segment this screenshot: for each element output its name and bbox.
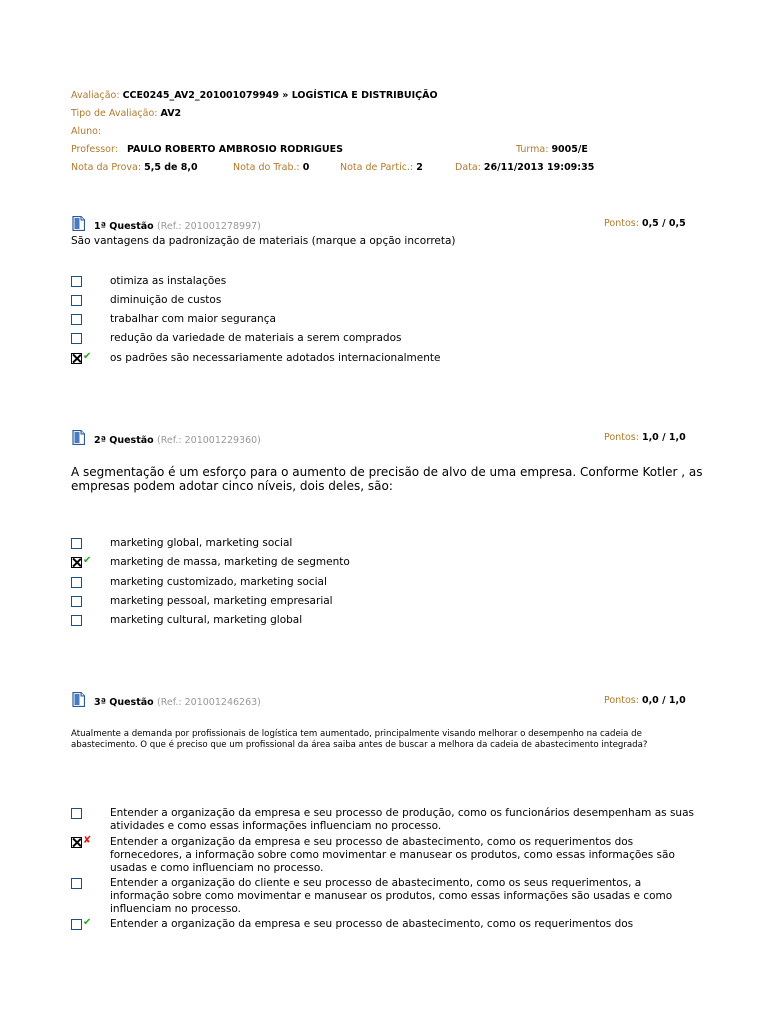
- answer-checkbox-selected[interactable]: [71, 353, 82, 364]
- question-title: [94, 697, 261, 708]
- question-title: [94, 221, 261, 232]
- document-icon: [72, 430, 85, 445]
- nota-partic-value: 2: [416, 162, 423, 173]
- answer-checkbox[interactable]: [71, 276, 82, 287]
- tipo-value: AV2: [160, 108, 182, 119]
- answer-checkbox[interactable]: [71, 333, 82, 344]
- correct-check-icon: ✔: [83, 917, 92, 928]
- nota-prova-label: Nota da Prova:: [71, 162, 142, 173]
- nota-partic-label: Nota de Partic.:: [340, 162, 414, 173]
- question-points: [604, 695, 686, 706]
- answer-checkbox-selected[interactable]: [71, 557, 82, 568]
- nota-partic-row: [340, 162, 423, 173]
- avaliacao-value: CCE0245_AV2_201001079949 » LOGÍSTICA E DISTRIBUIÇÃO: [122, 90, 438, 101]
- answer-checkbox[interactable]: [71, 596, 82, 607]
- question-ref: (Ref.: 201001246263): [157, 697, 261, 708]
- data-label: Data:: [455, 162, 481, 173]
- nota-prova-row: [71, 162, 198, 173]
- points-label: Pontos:: [604, 695, 639, 706]
- question-number: 2ª Questão: [94, 435, 154, 446]
- question-ref: (Ref.: 201001229360): [157, 435, 261, 446]
- aluno-row: [71, 126, 101, 137]
- points-value: 0,0 / 1,0: [641, 695, 686, 706]
- question-title: [94, 435, 261, 446]
- avaliacao-label: Avaliação:: [71, 90, 120, 101]
- answer-checkbox[interactable]: [71, 295, 82, 306]
- option-text: marketing cultural, marketing global: [110, 614, 303, 626]
- points-label: Pontos:: [604, 432, 639, 443]
- option-text: marketing de massa, marketing de segmento: [110, 556, 350, 568]
- points-label: Pontos:: [604, 218, 639, 229]
- option-text: Entender a organização do cliente e seu processo de abastecimento, como os seus requerimentos, a informação sobre como movimentar e manusear os produtos, como essas informações são usadas e como influenciam no processo.: [110, 877, 673, 915]
- question-number: 3ª Questão: [94, 697, 154, 708]
- professor-value: PAULO ROBERTO AMBROSIO RODRIGUES: [126, 144, 343, 155]
- option-text: redução da variedade de materiais a serem comprados: [110, 332, 402, 344]
- question-points: [604, 432, 686, 443]
- aluno-label: Aluno:: [71, 126, 102, 137]
- question-text: A segmentação é um esforço para o aumento de precisão de alvo de uma empresa. Conforme Kotler , as empresas podem adotar cinco níveis, dois deles, são:: [71, 465, 703, 493]
- option-text: os padrões são necessariamente adotados internacionalmente: [110, 352, 441, 364]
- option-text: diminuição de custos: [110, 294, 222, 306]
- correct-check-icon: ✔: [83, 351, 92, 362]
- tipo-row: [71, 108, 181, 119]
- option-text: Entender a organização da empresa e seu processo de produção, como os funcionários desempenham as suas atividades e como essas informações influenciam no processo.: [110, 807, 694, 832]
- nota-trab-row: [233, 162, 309, 173]
- nota-prova-value: 5,5 de 8,0: [144, 162, 198, 173]
- turma-value: 9005/E: [551, 144, 588, 155]
- option-text: marketing pessoal, marketing empresarial: [110, 595, 333, 607]
- correct-check-icon: ✔: [83, 555, 92, 566]
- answer-checkbox[interactable]: [71, 314, 82, 325]
- nota-trab-value: 0: [302, 162, 310, 173]
- turma-row: [516, 144, 588, 155]
- answer-checkbox[interactable]: [71, 538, 82, 549]
- turma-label: Turma:: [516, 144, 549, 155]
- points-value: 1,0 / 1,0: [641, 432, 686, 443]
- document-icon: [72, 216, 85, 231]
- option-text: otimiza as instalações: [110, 275, 227, 287]
- tipo-label: Tipo de Avaliação:: [71, 108, 158, 119]
- avaliacao-row: [71, 90, 438, 101]
- option-text: trabalhar com maior segurança: [110, 313, 276, 325]
- answer-checkbox[interactable]: [71, 615, 82, 626]
- option-text: marketing customizado, marketing social: [110, 576, 327, 588]
- option-text: Entender a organização da empresa e seu processo de abastecimento, como os requerimentos dos: [110, 918, 634, 930]
- answer-checkbox[interactable]: [71, 808, 82, 819]
- data-value: 26/11/2013 19:09:35: [483, 162, 595, 173]
- points-value: 0,5 / 0,5: [641, 218, 686, 229]
- question-points: [604, 218, 686, 229]
- professor-label: Professor:: [71, 144, 118, 155]
- wrong-x-icon: ✘: [83, 835, 92, 846]
- question-ref: (Ref.: 201001278997): [157, 221, 261, 232]
- answer-checkbox-selected[interactable]: [71, 837, 82, 848]
- answer-checkbox[interactable]: [71, 577, 82, 588]
- question-number: 1ª Questão: [94, 221, 154, 232]
- professor-row: [71, 144, 343, 155]
- nota-trab-label: Nota do Trab.:: [233, 162, 300, 173]
- option-text: Entender a organização da empresa e seu processo de abastecimento, como os requerimentos dos fornecedores, a informação sobre como movimentar e manusear os produtos, como essas informações são usadas e como influenciam no processo.: [110, 836, 675, 874]
- document-icon: [72, 692, 85, 707]
- answer-checkbox[interactable]: [71, 919, 82, 930]
- data-row: [455, 162, 594, 173]
- question-text: Atualmente a demanda por profissionais de logística tem aumentado, principalmente visando melhorar o desempenho na cadeia de abastecimento. O que é preciso que um profissional da área saiba antes de buscar a melhora da cadeia de abastecimento integrada?: [71, 729, 648, 750]
- answer-checkbox[interactable]: [71, 878, 82, 889]
- question-text: São vantagens da padronização de materiais (marque a opção incorreta): [71, 235, 456, 247]
- option-text: marketing global, marketing social: [110, 537, 293, 549]
